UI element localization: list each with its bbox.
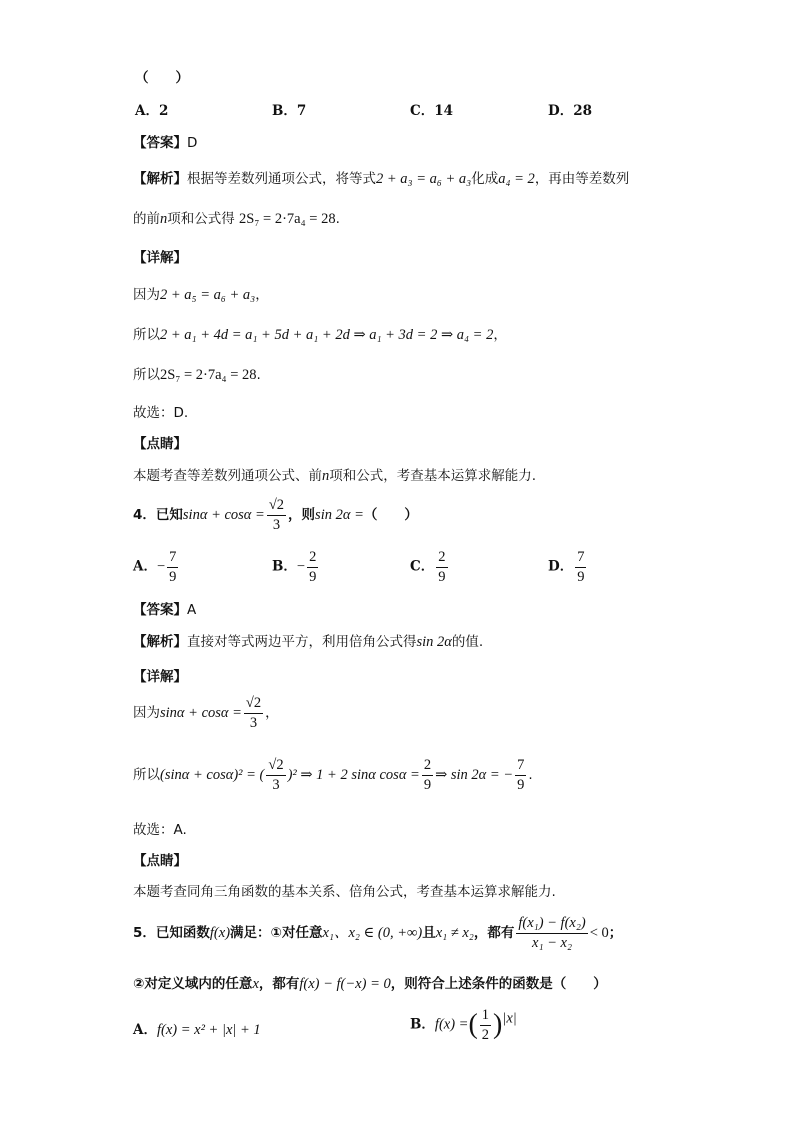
q4-option-d: D． $\frac{7}{9}$ xyxy=(548,549,585,585)
q3-answer-paren: （ ） xyxy=(135,70,189,86)
q3-detail-line2: 所以2 + a₁ + 4d = a₁ + 5d + a₁ + 2d ⇒ a₁ + 3d = 2 ⇒ a₄ = 2， xyxy=(133,327,507,343)
q4-analysis: 【解析】直接对等式两边平方，利用倍角公式得sin 2α的值. xyxy=(133,634,484,650)
q4-answer: 【答案】A xyxy=(133,602,197,618)
q4-detail-label: 【详解】 xyxy=(133,669,187,685)
q4-option-b: B．− $\frac{2}{9}$ xyxy=(272,549,317,585)
q3-option-b: B．7 xyxy=(272,103,307,119)
q3-choose: 故选：D. xyxy=(133,405,189,421)
q4-stem-frac-den: 3 xyxy=(272,516,281,533)
q5-optb-lparen: ( xyxy=(468,1009,478,1040)
q3-detail-line3: 所以2S₇ = 2·7a₄ = 28. xyxy=(133,367,261,383)
q3-detail-label: 【详解】 xyxy=(133,250,187,266)
q3-comment: 本题考查等差数列通项公式、前n项和公式，考查基本运算求解能力. xyxy=(133,468,537,484)
q3-option-d: D．28 xyxy=(548,103,593,119)
q4-comment-label: 【点睛】 xyxy=(133,853,187,869)
q4-choose: 故选：A. xyxy=(133,822,187,838)
q4-option-c: C． $\frac{2}{9}$ xyxy=(410,549,446,585)
q5-option-b: B．f(x) =( $\frac{1}{2}$ )$^{|x|}$ xyxy=(410,1007,517,1043)
q4-stem: 4．已知sinα + cosα = $\frac{√2}{3}$ ，则sin 2α =（ ） xyxy=(133,497,418,533)
q5-stem-line2: ②对定义域内的任意x，都有f(x) − f(−x) = 0，则符合上述条件的函数是（ ） xyxy=(133,976,607,992)
q3-answer: 【答案】D xyxy=(133,135,198,151)
q5-stem-line1: 5．已知函数f(x)满足：①对任意x₁、x₂ ∈ (0, +∞)且x₁ ≠ x₂，都有 $\frac{\text{f(x₁) − f(x₂)}}{\text{x₁ − x₂}}$ < 0； xyxy=(133,915,623,951)
q3-comment-label: 【点睛】 xyxy=(133,436,187,452)
q3-analysis-line1: 【解析】根据等差数列通项公式，将等式2 + a₃ = a₆ + a₃化成a₄ = 2，再由等差数列 xyxy=(133,171,630,187)
q3-option-a: A．2 xyxy=(135,103,169,119)
q4-detail-line1: 因为sinα + cosα = $\frac{√2}{3}$ ， xyxy=(133,695,279,731)
q4-stem-frac-num: √2 xyxy=(267,498,286,516)
q4-detail-line2: 所以(sinα + cosα)² = ( $\frac{√2}{3}$ )² ⇒ 1 + 2 sinα cosα = $\frac{2}{9}$ ⇒ sin 2α = − $\frac{7}{9}$ . xyxy=(133,757,533,793)
q5-option-a: A．f(x) = x² + |x| + 1 xyxy=(133,1022,261,1038)
q3-analysis-line2: 的前n项和公式得 2S₇ = 2·7a₄ = 28. xyxy=(133,211,340,227)
q4-option-a: A．− $\frac{7}{9}$ xyxy=(133,549,177,585)
q3-option-c: C．14 xyxy=(410,103,454,119)
q5-optb-rparen: ) xyxy=(493,1009,503,1040)
q3-detail-line1: 因为2 + a₅ = a₆ + a₃， xyxy=(133,287,269,303)
q4-comment: 本题考查同角三角函数的基本关系、倍角公式，考查基本运算求解能力. xyxy=(133,884,556,900)
